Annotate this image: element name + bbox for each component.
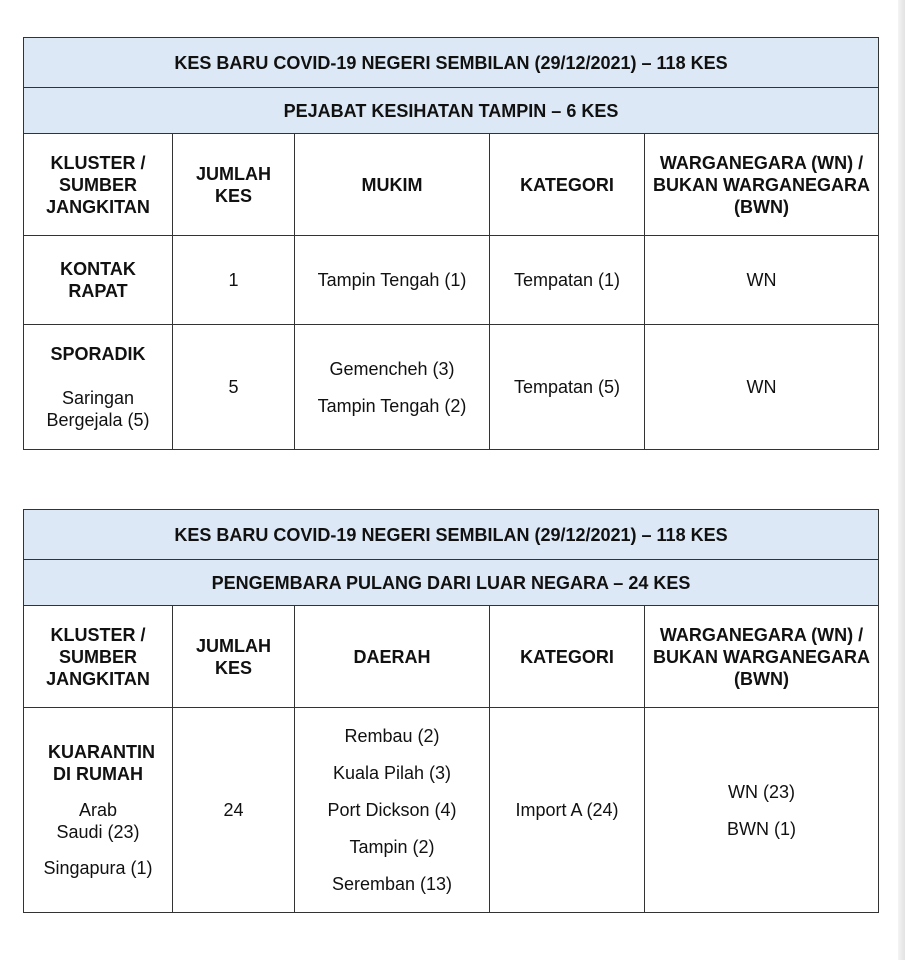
cluster-cell [24,325,173,450]
table-row [24,325,879,450]
table-subtitle: PEJABAT KESIHATAN TAMPIN – 6 KES [24,88,879,134]
header-category: KATEGORI [490,606,645,708]
count-cell: 1 [173,236,295,325]
place-item: Port Dickson (4) [327,800,457,820]
table-subtitle: PENGEMBARA PULANG DARI LUAR NEGARA – 24 KES [24,560,879,606]
table-row [24,708,879,913]
header-mukim: MUKIM [295,134,490,236]
case-table-tampin [23,37,879,450]
cluster-label: KUARANTIN DI RUMAH [48,742,155,784]
place-item: Kuala Pilah (3) [332,763,452,783]
place-cell [295,708,490,913]
place-item: Gemencheh (3) [329,358,455,379]
place-cell: Tampin Tengah (1) [295,236,490,325]
place-item: Tampin (2) [349,837,435,857]
cluster-sub-label: Saringan Bergejala (5) [46,388,150,430]
cluster-cell: KONTAK RAPAT [24,236,173,325]
place-cell [295,325,490,450]
table-row [24,236,879,325]
count-cell: 5 [173,325,295,450]
page-edge-shadow [898,0,905,960]
cluster-sub-label: Arab Saudi (23) [56,800,140,842]
header-citizenship: WARGANEGARA (WN) / BUKAN WARGANEGARA (BWN) [645,134,879,236]
cluster-label: SPORADIK [50,344,146,364]
category-cell: Tempatan (5) [490,325,645,450]
header-count: JUMLAH KES [173,606,295,708]
category-cell: Import A (24) [490,708,645,913]
header-cluster: KLUSTER / SUMBER JANGKITAN [24,606,173,708]
citizenship-cell [645,708,879,913]
header-count: JUMLAH KES [173,134,295,236]
header-category: KATEGORI [490,134,645,236]
table-title: KES BARU COVID-19 NEGERI SEMBILAN (29/12/2021) – 118 KES [24,38,879,88]
place-item: Seremban (13) [331,874,453,894]
place-item: Tampin Tengah (2) [317,395,467,416]
cluster-cell [24,708,173,913]
header-citizenship: WARGANEGARA (WN) / BUKAN WARGANEGARA (BWN) [645,606,879,708]
citizenship-item: BWN (1) [727,818,796,839]
cluster-sub-label: Singapura (1) [43,858,153,878]
table-title: KES BARU COVID-19 NEGERI SEMBILAN (29/12/2021) – 118 KES [24,510,879,560]
citizenship-cell: WN [645,236,879,325]
header-daerah: DAERAH [295,606,490,708]
citizenship-item: WN (23) [728,781,795,802]
place-item: Rembau (2) [344,726,440,746]
category-cell: Tempatan (1) [490,236,645,325]
case-table-travellers [23,509,879,913]
header-cluster: KLUSTER / SUMBER JANGKITAN [24,134,173,236]
count-cell: 24 [173,708,295,913]
citizenship-cell: WN [645,325,879,450]
